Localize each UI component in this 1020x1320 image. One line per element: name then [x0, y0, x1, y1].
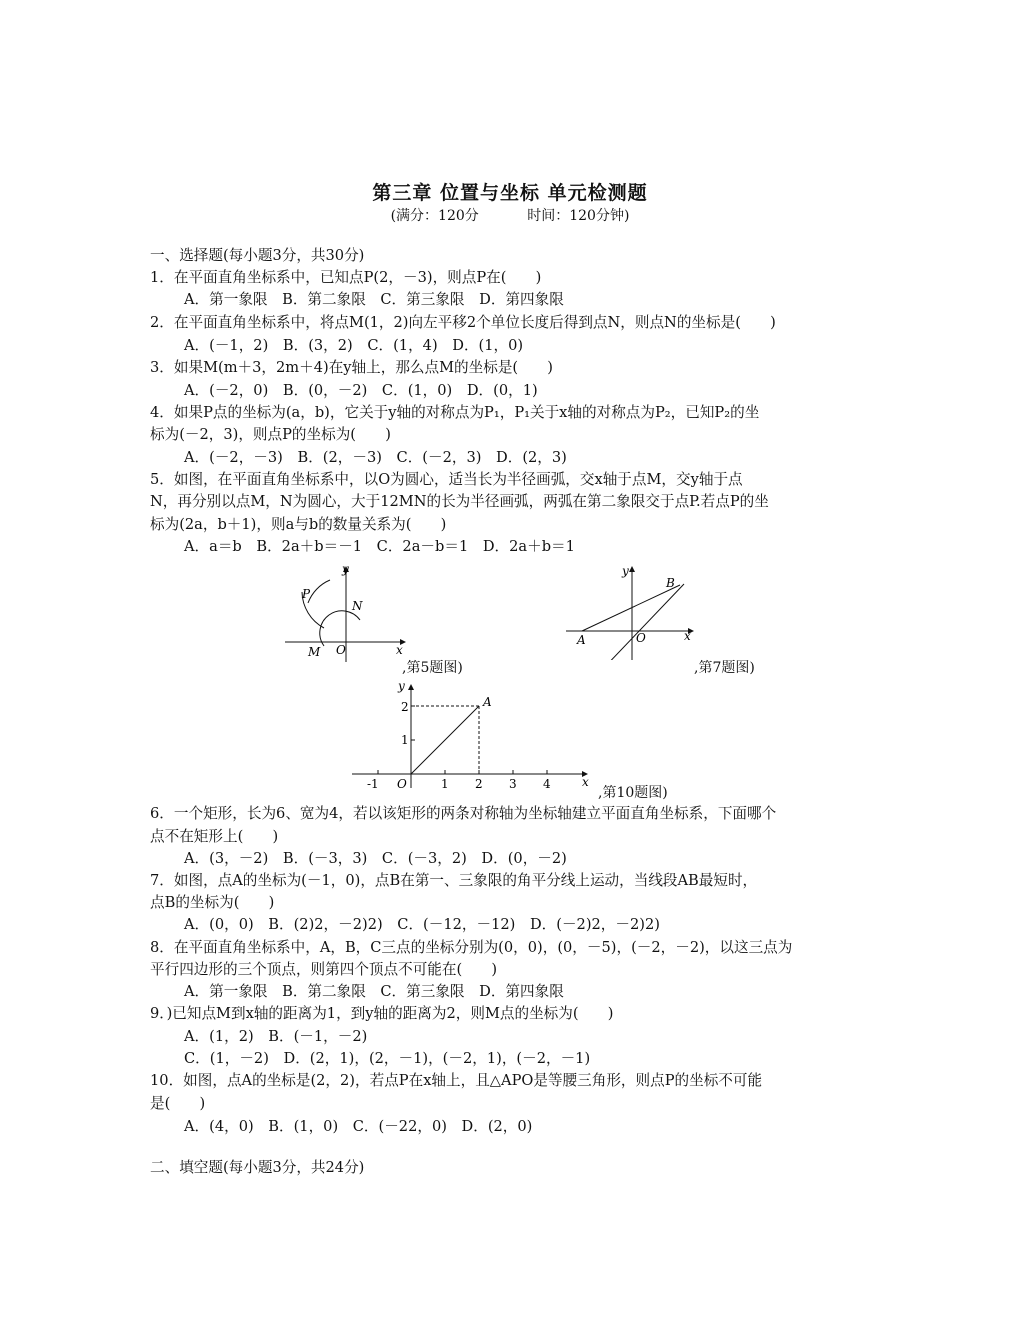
arc-from-o: [320, 611, 360, 646]
bisector-line: [600, 584, 684, 660]
page-title: 第三章 位置与坐标 单元检测题: [372, 182, 648, 204]
question-1: 1．在平面直角坐标系中，已知点P(2，－3)，则点P在( ): [150, 269, 542, 286]
question-5-line-3: 标为(2a，b＋1)，则a与b的数量关系为( ): [150, 516, 447, 533]
question-3-options: A．(－2，0) B．(0，－2) C．(1，0) D．(0，1): [184, 382, 538, 399]
tick-label-y-2: 2: [401, 700, 409, 714]
question-6-line-2: 点不在矩形上( ): [150, 828, 279, 845]
label-y: y: [398, 679, 405, 693]
label-x: x: [684, 629, 691, 643]
question-3: 3．如果M(m＋3，2m＋4)在y轴上，那么点M的坐标是( ): [150, 359, 554, 376]
question-7-options: A．(0，0) B．(2)2，－2)2) C．(－12，－12) D．(－2)2，－2)2): [184, 916, 660, 933]
question-9-options-1: A．(1，2) B．(－1，－2): [184, 1028, 368, 1045]
section-heading-choice: 一、选择题(每小题3分，共30分): [150, 247, 365, 264]
figure-10: [350, 676, 598, 796]
question-2: 2．在平面直角坐标系中，将点M(1，2)向左平移2个单位长度后得到点N，则点N的坐标是( ): [150, 314, 776, 331]
label-x: x: [396, 643, 403, 657]
label-n: N: [352, 599, 363, 613]
label-x: x: [582, 775, 589, 789]
figure-7-graphic: [562, 560, 702, 660]
label-m: M: [308, 645, 321, 659]
label-y: y: [622, 564, 629, 578]
question-7-line-2: 点B的坐标为( ): [150, 894, 275, 911]
label-a: A: [483, 695, 492, 709]
arc-from-n: [308, 580, 330, 603]
question-10-line-1: 10．如图，点A的坐标是(2，2)，若点P在x轴上，且△APO是等腰三角形，则点P的坐标不可能: [150, 1072, 763, 1089]
tick-label-x--1: -1: [367, 777, 379, 791]
section-heading-fill: 二、填空题(每小题3分，共24分): [150, 1159, 365, 1176]
figure-5: [280, 558, 410, 668]
tick-label-x-1: 1: [441, 777, 449, 791]
figure-5-graphic: [280, 558, 410, 668]
segment-oa: [411, 706, 479, 774]
question-10-line-2: 是( ): [150, 1095, 206, 1112]
tick-label-y-1: 1: [401, 733, 409, 747]
question-5-options: A．a＝b B．2a＋b＝－1 C．2a－b＝1 D．2a＋b＝1: [184, 538, 575, 555]
full-marks: (满分：120分: [390, 208, 479, 224]
exam-info: [0, 205, 1020, 225]
question-4-line-1: 4．如果P点的坐标为(a，b)，它关于y轴的对称点为P₁，P₁关于x轴的对称点为P₂，已知P₂的坐: [150, 404, 760, 421]
question-10-options: A．(4，0) B．(1，0) C．(－22，0) D．(2，0): [184, 1118, 533, 1135]
label-o: O: [336, 643, 346, 657]
label-a: A: [577, 633, 586, 647]
question-5-line-1: 5．如图，在平面直角坐标系中，以O为圆心，适当长为半径画弧，交x轴于点M，交y轴于点: [150, 471, 743, 488]
question-5-line-2: N，再分别以点M，N为圆心，大于12MN的长为半径画弧，两弧在第二象限交于点P.若点P的坐: [150, 493, 769, 510]
question-8-options: A．第一象限 B．第二象限 C．第三象限 D．第四象限: [184, 983, 564, 1000]
figure-7: [562, 560, 702, 660]
question-8-line-2: 平行四边形的三个顶点，则第四个顶点不可能在( ): [150, 961, 498, 978]
question-1-options: A．第一象限 B．第二象限 C．第三象限 D．第四象限: [184, 291, 564, 308]
question-7-line-1: 7．如图，点A的坐标为(－1，0)，点B在第一、三象限的角平分线上运动，当线段AB最短时，: [150, 872, 758, 889]
y-axis-arrow: [629, 566, 635, 572]
label-b: B: [666, 576, 675, 590]
question-6-line-1: 6．一个矩形，长为6、宽为4，若以该矩形的两条对称轴为坐标轴建立平面直角坐标系，下面哪个: [150, 805, 777, 822]
question-4-options: A．(－2，－3) B．(2，－3) C．(－2，3) D．(2，3): [184, 449, 567, 466]
question-9-options-2: C．(1，－2) D．(2，1)，(2，－1)，(－2，1)，(－2，－1): [184, 1050, 591, 1067]
figure-5-caption: ,第5题图): [402, 660, 463, 676]
tick-label-x-3: 3: [509, 777, 517, 791]
figure-7-caption: ,第7题图): [694, 660, 755, 676]
question-2-options: A．(－1，2) B．(3，2) C．(1，4) D．(1，0): [184, 337, 524, 354]
segment-ab: [582, 585, 680, 631]
question-4-line-2: 标为(－2，3)，则点P的坐标为( ): [150, 426, 391, 443]
question-8-line-1: 8．在平面直角坐标系中，A，B，C三点的坐标分别为(0，0)，(0，－5)，(－2，－2)，以这三点为: [150, 939, 793, 956]
question-9: 9．)已知点M到x轴的距离为1，到y轴的距离为2，则M点的坐标为( ): [150, 1005, 614, 1022]
label-y: y: [342, 562, 349, 576]
figure-10-graphic: [350, 676, 598, 796]
label-o: O: [397, 777, 407, 791]
label-p: P: [302, 587, 311, 601]
exam-time: 时间：120分钟): [527, 208, 630, 224]
label-o: O: [636, 631, 646, 645]
figure-10-caption: ,第10题图): [598, 785, 668, 801]
tick-label-x-2: 2: [475, 777, 483, 791]
question-6-options: A．(3，－2) B．(－3，3) C．(－3，2) D．(0，－2): [184, 850, 567, 867]
tick-label-x-4: 4: [543, 777, 551, 791]
y-axis-arrow: [408, 684, 414, 690]
